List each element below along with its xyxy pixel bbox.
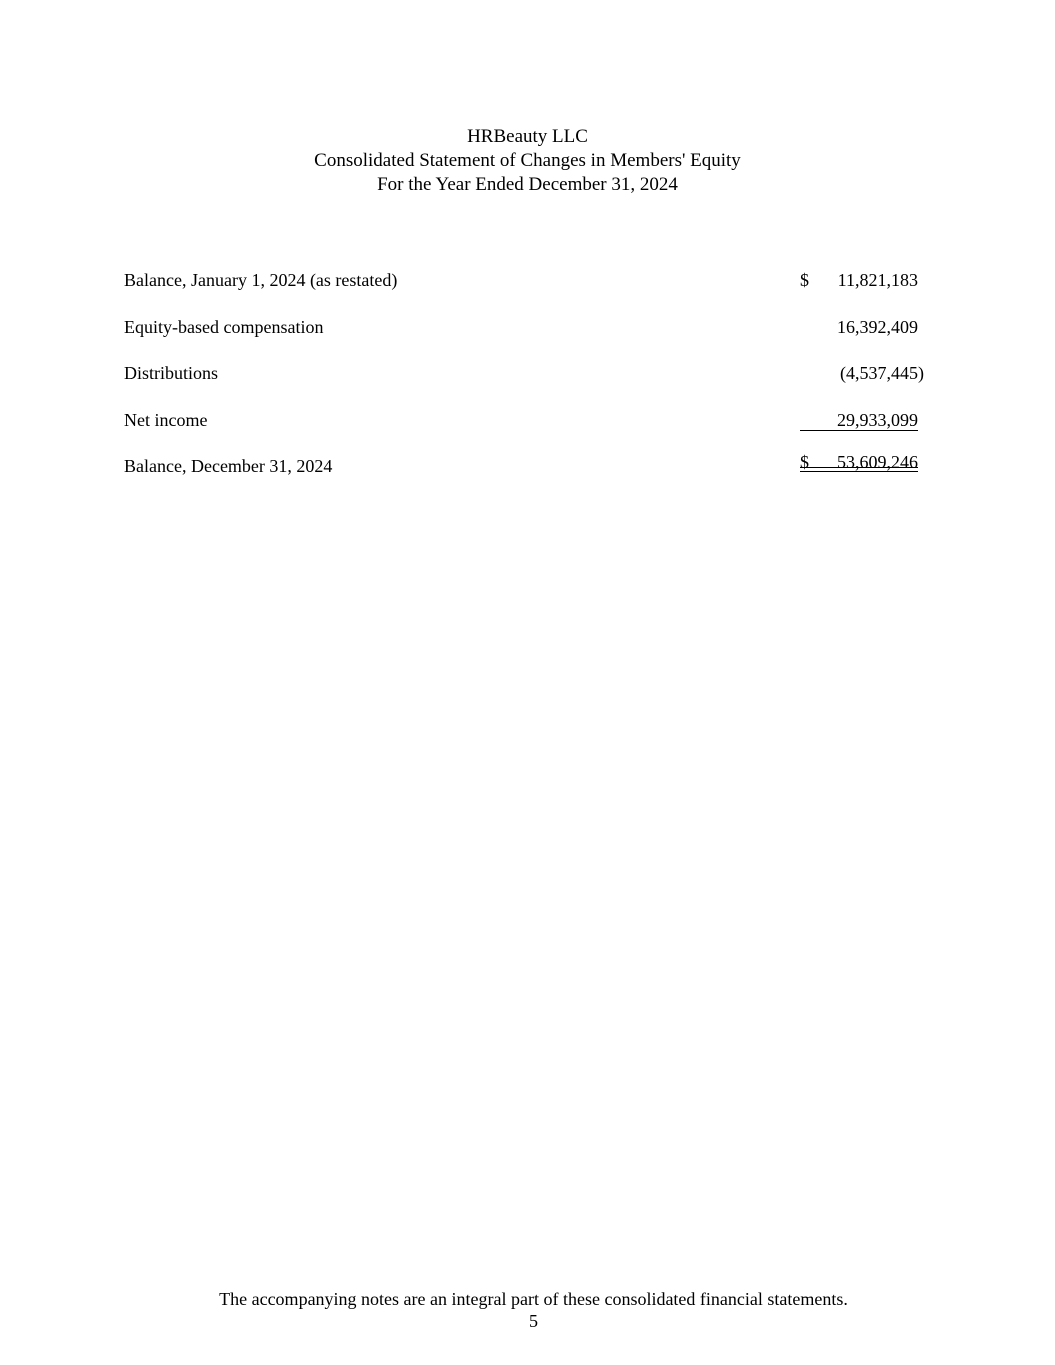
row-label: Net income bbox=[124, 410, 208, 430]
subtotal-underline bbox=[800, 430, 918, 431]
currency-symbol: $ bbox=[800, 270, 809, 290]
row-label: Equity-based compensation bbox=[124, 317, 324, 337]
row-label: Balance, December 31, 2024 bbox=[124, 456, 333, 476]
row-amount: 29,933,099 bbox=[837, 410, 918, 430]
row-label: Balance, January 1, 2024 (as restated) bbox=[124, 270, 398, 290]
equity-row-net-income bbox=[124, 407, 924, 433]
equity-row-opening-balance bbox=[124, 267, 924, 293]
total-double-underline bbox=[800, 467, 918, 472]
statement-header bbox=[0, 125, 1055, 197]
row-amount: 53,609,246 bbox=[837, 452, 918, 472]
row-label: Distributions bbox=[124, 363, 219, 383]
equity-row-distributions bbox=[124, 360, 924, 386]
row-amount: 16,392,409 bbox=[837, 317, 918, 337]
row-amount: 11,821,183 bbox=[837, 270, 918, 290]
footer-note: The accompanying notes are an integral part of these consolidated financial statements. bbox=[219, 1289, 848, 1309]
statement-title: Consolidated Statement of Changes in Members' Equity bbox=[314, 150, 741, 171]
page-footer bbox=[0, 1288, 1055, 1332]
statement-period: For the Year Ended December 31, 2024 bbox=[377, 174, 678, 195]
page-number: 5 bbox=[529, 1311, 538, 1331]
row-amount: (4,537,445) bbox=[840, 363, 924, 383]
equity-row-equity-compensation bbox=[124, 314, 924, 340]
currency-symbol: $ bbox=[800, 452, 809, 472]
closing-balance-amount-cell bbox=[124, 449, 924, 475]
company-name: HRBeauty LLC bbox=[467, 126, 588, 147]
